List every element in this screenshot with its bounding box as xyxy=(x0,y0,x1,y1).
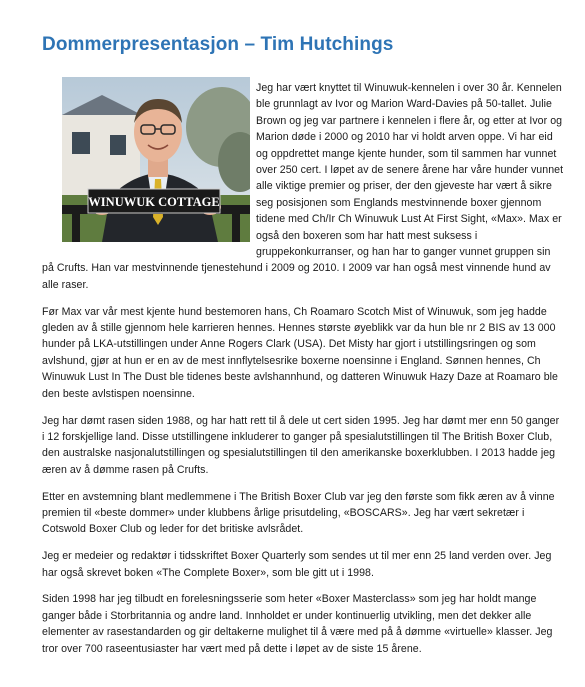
paragraph-2: Før Max var vår mest kjente hund bestemoren hans, Ch Roamaro Scotch Mist of Winuwuk, som jeg hadde gleden av å stille gjennom hele karrieren hennes. Hennes største øyeblikk var da hun ble nr 2 BIS av 13 000 hunder på LKA-utstillingen under Anne Rogers Clark (USA). Det Misty har gjort i utstillingsringen og som avlshund, gjør at hun er en av de mest innflytelsesrike boxerne noensinne i England. Sønnen hennes, Ch Winuwuk Lust In The Dust ble tidenes beste avlshannhund, og datteren Winuwuk Hazy Daze at Roamaro ble den beste avlstispen noensinne. xyxy=(42,305,558,400)
article-body xyxy=(42,80,564,667)
photo-spacer xyxy=(42,80,256,252)
page-title: Dommerpresentasjon – Tim Hutchings xyxy=(42,34,394,55)
paragraph-1: Jeg har vært knyttet til Winuwuk-kennelen i over 30 år. Kennelen ble grunnlagt av Ivor og Marion Ward-Davies på 50-tallet. Julie Brown og jeg var partnere i kennelen i flere år, og etter at Ivor og Marion døde i 2000 og 2010 har vi holdt arven oppe. Vi har eid og oppdrettet mange kjente hunder, som til sammen har vunnet over 250 cert. I løpet av de senere årene har våre hunder vunnet alle viktige premier og priser, der den gjeveste har vært å sikre seg posisjonen som Englands mestvinnende boxer gjennom tidene med Ch/Ir Ch Winuwuk Lust At First Sight, «Max». Max er også den boxeren som har hatt mest suksess i gruppekonkurranser, og han har to ganger vunnet gruppen sin på Crufts. Han var mestvinnende tjenestehund i 2009 og 2010. I 2009 var han også mest vinnende hund av alle raser. xyxy=(42,82,564,291)
paragraph-5: Jeg er medeier og redaktør i tidsskriftet Boxer Quarterly som sendes ut til mer enn 25 land verden over. Jeg har også skrevet boken «The Complete Boxer», som ble gitt ut i 1998. xyxy=(42,550,552,579)
sign-text: WINUWUK COTTAGE xyxy=(88,195,220,209)
paragraph-4: Etter en avstemning blant medlemmene i The British Boxer Club var jeg den første som fikk æren av å vinne premien til «beste dommer» under klubbens årlige prisutdeling, «BOSCARS». Jeg har vært sekretær i Cotswold Boxer Club og leder for det britiske avlsrådet. xyxy=(42,490,555,536)
paragraph-3: Jeg har dømt rasen siden 1988, og har hatt rett til å dele ut cert siden 1995. Jeg har dømt mer enn 50 ganger i 12 forskjellige land. Disse utstillingene inkluderer to ganger på spesialutstillingen til The British Boxer Club, den australske nasjonalutstillingen og spesialutstillingen til den amerikanske boxerklubben. I 2013 hadde jeg æren av å dømme rasen på Crufts. xyxy=(42,414,560,476)
paragraph-6: Siden 1998 har jeg tilbudt en forelesningsserie som heter «Boxer Masterclass» som jeg har holdt mange ganger både i Storbritannia og andre land. Innholdet er under kontinuerlig utvikling, men det dekker alle elementer av rasestandarden og gir deltakerne mulighet til å være med på å dømme «virtuelle» klasser. Jeg tror over 700 raseentusiaster har vært med på dette i løpet av de siste 15 årene. xyxy=(42,593,553,655)
